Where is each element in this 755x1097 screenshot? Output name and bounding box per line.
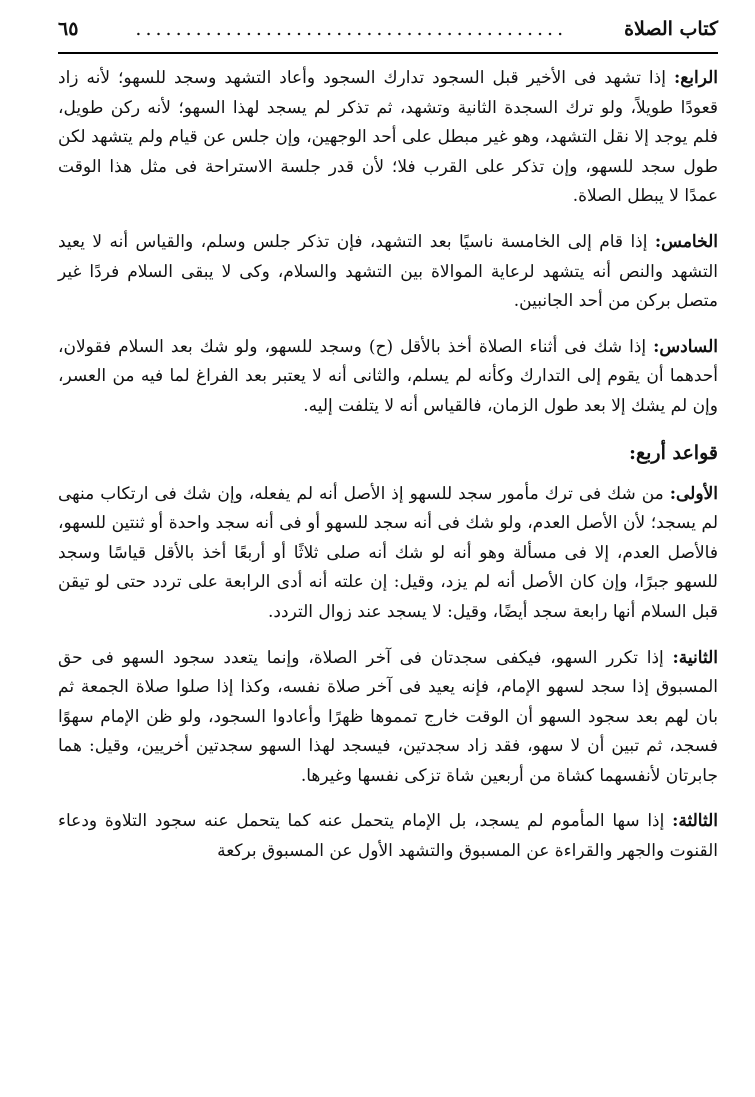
paragraph-lead: الرابع:: [673, 68, 718, 88]
rule-first: [58, 480, 718, 628]
rule-lead: الثالثة:: [672, 811, 718, 832]
header-leader-dots: ...........................................: [135, 18, 568, 40]
chapter-title: كتاب الصلاة: [624, 18, 718, 40]
paragraph-text: إذا قام إلى الخامسة ناسيًا بعد التشهد، فإن تذكر جلس وسلم، والقياس أنه لا يعيد التشهد والنص أنه يتشهد لرعاية الموالاة بين التشهد والسلام، وكى لا يبقى السلام فردًا غير متصل بركن من أحد الجانبين.: [58, 231, 718, 312]
paragraph-fifth: [58, 228, 718, 317]
paragraph-fourth: [58, 64, 718, 212]
rule-lead: الثانية:: [672, 647, 718, 668]
running-header: [58, 12, 718, 54]
rule-text: إذا سها المأموم لم يسجد، بل الإمام يتحمل عنه كما يتحمل عنه سجود التلاوة ودعاء القنوت والجهر والقراءة عن المسبوق والتشهد الأول عن المسبوق بركعة: [58, 811, 718, 862]
paragraph-lead: السادس:: [653, 336, 718, 357]
paragraph-lead: الخامس:: [654, 231, 718, 252]
rule-text: إذا تكرر السهو، فيكفى سجدتان فى آخر الصلاة، وإنما يتعدد سجود السهو فى حق المسبوق إذا سجد لسهو الإمام، فإنه يعيد فى آخر صلاة نفسه، وكذا إذا صلوا صلاة الجمعة ثم بان لهم بعد سجود السهو أن الوقت خارج تمموها ظهرًا وأعادوا السجود، ولو ظن الإمام سهوًا فسجد، ثم تبين أن لا سهو، فقد زاد سجدتين، فيسجد لهذا السهو سجدتين أخريين، وقيل: هما جابرتان لأنفسهما كشاة من أربعين شاة تزكى نفسها وغيرها.: [58, 647, 718, 786]
page-number: ٦٥: [58, 18, 79, 40]
rule-lead: الأولى:: [669, 483, 718, 504]
rule-third: [58, 807, 718, 866]
paragraph-text: إذا شك فى أثناء الصلاة أخذ بالأقل (ح) وسجد للسهو، ولو شك بعد السلام فقولان، أحدهما أن يقوم إلى التدارك وكأنه لم يسلم، والثانى أنه لا يعتبر بعد الفراغ لما فيه من العسر، وإن لم يشك إلا بعد طول الزمان، فالقياس أنه لا يتلفت إليه.: [58, 336, 718, 416]
rule-second: [58, 644, 718, 792]
section-heading: قواعد أربع:: [629, 441, 718, 464]
page-body: [58, 64, 718, 867]
rule-text: من شك فى ترك مأمور سجد للسهو إذ الأصل أنه لم يفعله، وإن شك فى ارتكاب منهى لم يسجد؛ لأن الأصل العدم، ولو شك فى أنه سجد للسهو أو فى أنه سجد واحدة أو ثنتين للسهو، فالأصل العدم، إلا فى مسألة وهو أنه لو شك أنه صلى ثلاثًا أو أربعًا أخذ بالأقل قياسًا وسجد للسهو جبرًا، وإن كان الأصل أنه لم يزد، وقيل: إن علته أنه أدى الرابعة على تردد حتى لو تيقن قبل السلام أنها رابعة سجد أيضًا، وقيل: لا يسجد عند زوال التردد.: [58, 483, 718, 622]
book-page: [58, 12, 718, 1087]
paragraph-sixth: [58, 333, 718, 422]
paragraph-text: إذا تشهد فى الأخير قبل السجود تدارك السجود وأعاد التشهد وسجد للسهو؛ لأنه زاد قعودًا طويلاً، ولو ترك السجدة الثانية وتشهد، ثم تذكر لم يسجد لهذا السهو؛ لأنه ركن طويل، فلم يوجد إلا نقل التشهد، وهو غير مبطل على أحد الوجهين، وإن جلس عن قيام ولم يتشهد لكن طول سجد للسهو، وإن تذكر على القرب فلا؛ لأن قدر جلسة الاستراحة فى مثل هذا الوقت عمدًا لا يبطل الصلاة.: [58, 68, 718, 207]
